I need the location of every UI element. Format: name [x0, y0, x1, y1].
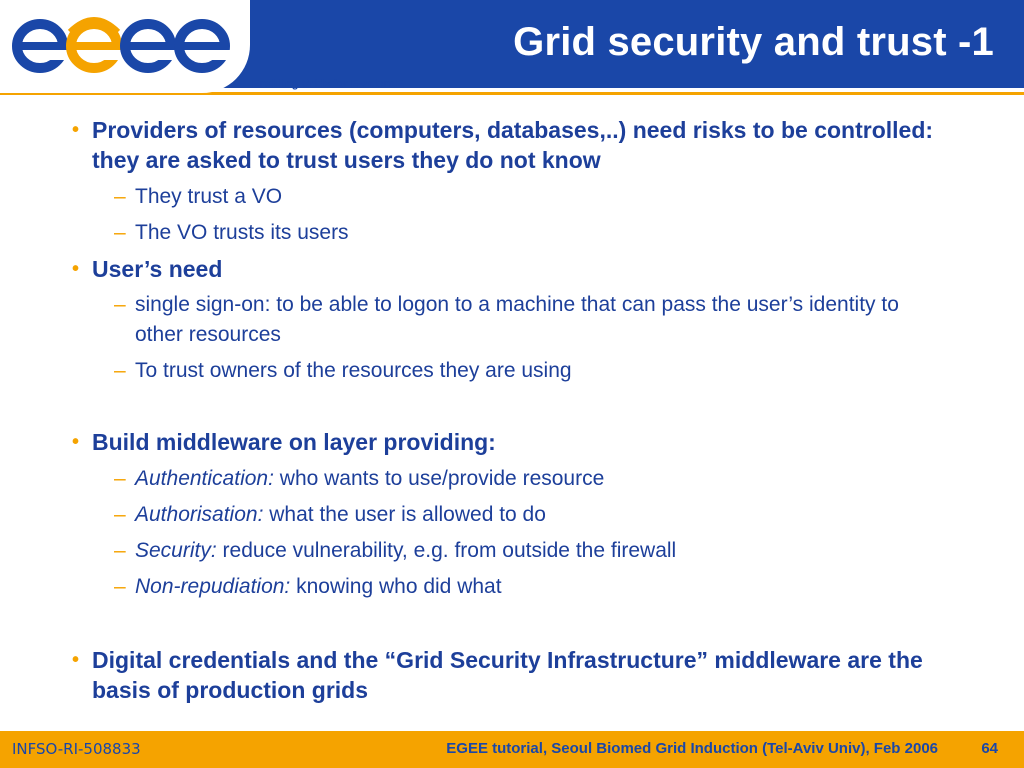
sub-item	[114, 572, 934, 602]
sub-text: Security: reduce vulnerability, e.g. from outside the firewall	[135, 539, 677, 562]
sub-text: Authorisation: what the user is allowed to do	[135, 503, 546, 526]
dash-icon: –	[114, 293, 126, 316]
bullet-item	[72, 427, 942, 457]
sub-item	[114, 218, 934, 248]
dash-icon: –	[114, 221, 126, 244]
sub-item	[114, 536, 934, 566]
bullet-dot-icon: •	[72, 649, 80, 671]
dash-icon: –	[114, 185, 126, 208]
page-number: 64	[981, 740, 998, 757]
bullet-item	[72, 115, 942, 175]
bullet-text: Build middleware on layer providing:	[92, 429, 496, 455]
document-id: INFSO-RI-508833	[12, 740, 141, 758]
sub-item	[114, 356, 934, 386]
bullet-dot-icon: •	[72, 119, 80, 141]
sub-text: Non-repudiation: knowing who did what	[135, 575, 502, 598]
bullet-dot-icon: •	[72, 258, 80, 280]
sub-text: The VO trusts its users	[135, 221, 349, 244]
bullet-text: Digital credentials and the “Grid Security Infrastructure” middleware are the basis of production grids	[92, 647, 923, 703]
bullet-item	[72, 254, 942, 284]
sub-item	[114, 182, 934, 212]
sub-text: single sign-on: to be able to logon to a machine that can pass the user’s identity to other resources	[135, 293, 899, 346]
bullet-dot-icon: •	[72, 431, 80, 453]
sub-text: Authentication: who wants to use/provide resource	[135, 467, 605, 490]
dash-icon: –	[114, 359, 126, 382]
dash-icon: –	[114, 467, 126, 490]
bullet-text: User’s need	[92, 256, 223, 282]
dash-icon: –	[114, 503, 126, 526]
bullet-text: Providers of resources (computers, databases,..) need risks to be controlled: they are asked to trust users they do not know	[92, 117, 934, 173]
sub-item	[114, 290, 934, 350]
sub-text: To trust owners of the resources they are using	[135, 359, 572, 382]
bullet-item	[72, 645, 942, 705]
footer-bar	[0, 731, 1024, 768]
sub-text: They trust a VO	[135, 185, 283, 208]
slide-title: Grid security and trust -1	[513, 20, 994, 64]
dash-icon: –	[114, 539, 126, 562]
event-caption: EGEE tutorial, Seoul Biomed Grid Induction (Tel-Aviv Univ), Feb 2006	[446, 740, 938, 757]
sub-item	[114, 500, 934, 530]
sub-item	[114, 464, 934, 494]
tagline: Enabling Grids for E-sciencE	[252, 78, 404, 90]
dash-icon: –	[114, 575, 126, 598]
